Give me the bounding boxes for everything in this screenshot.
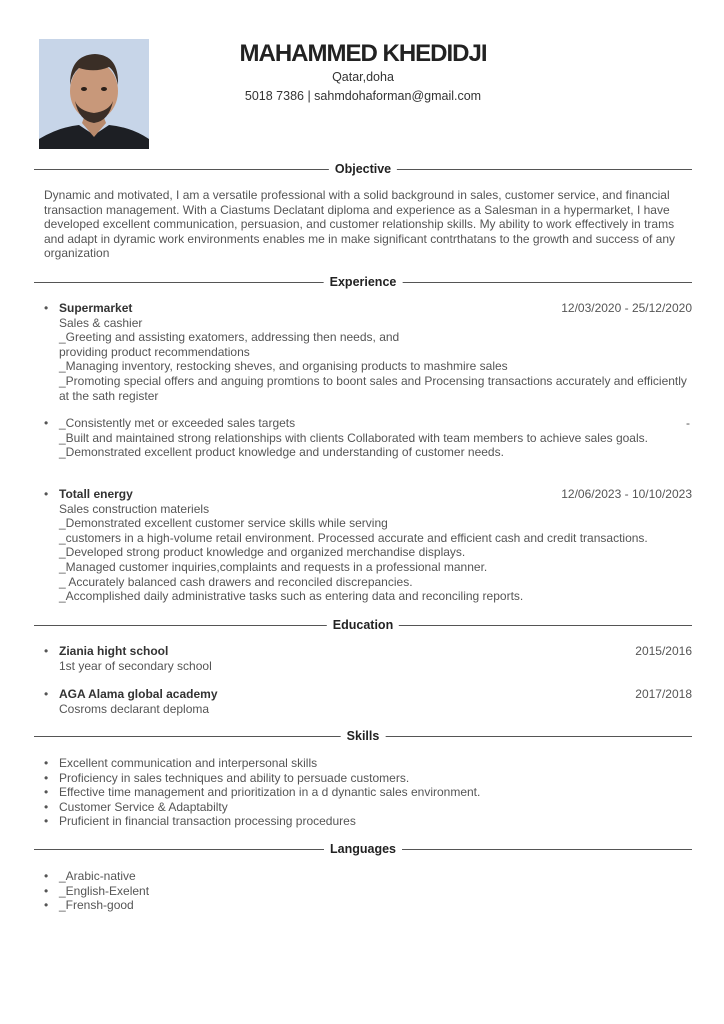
bullet-icon: •: [44, 416, 49, 430]
job-detail: _Developed strong product knowledge and organized merchandise displays.: [59, 545, 466, 560]
candidate-contact: 5018 7386 | sahmdohaforman@gmail.com: [244, 89, 482, 103]
job-detail: _Greeting and assisting exatomers, addressing then needs, and: [59, 330, 400, 345]
bullet-icon: •: [44, 487, 49, 501]
bullet-icon: •: [44, 785, 49, 800]
section-title: Languages: [324, 841, 402, 857]
job-detail: _Built and maintained strong relationships with clients Collaborated with team members to achieve sales goals.: [59, 430, 648, 445]
list-item: [44, 898, 692, 913]
job-detail: _Managing inventory, restocking sheves, and organising products to mashmire sales: [59, 359, 508, 374]
language-text: _English-Exelent: [59, 883, 150, 898]
company-name: Supermarket: [59, 301, 133, 315]
candidate-location: Qatar,doha: [332, 70, 394, 84]
school-name: AGA Alama global academy: [59, 687, 218, 701]
bullet-icon: •: [44, 756, 49, 770]
job-detail: _Managed customer inquiries,complaints and requests in a professional manner.: [59, 559, 488, 574]
list-item: [44, 884, 692, 899]
languages-section-header: [34, 841, 692, 857]
list-item: [44, 756, 692, 771]
bullet-icon: •: [44, 301, 49, 315]
section-title: Skills: [341, 728, 386, 744]
skills-list: [44, 756, 692, 829]
language-text: _Arabic-native: [59, 869, 136, 883]
experience-item: [44, 301, 692, 403]
school-detail: 1st year of secondary school: [59, 658, 212, 673]
bullet-icon: •: [44, 687, 49, 701]
skill-text: Excellent communication and interpersonal skills: [59, 756, 318, 770]
job-role: _Consistently met or exceeded sales targets: [59, 416, 296, 430]
objective-section-header: [34, 161, 692, 177]
skill-text: Customer Service & Adaptabilty: [59, 799, 228, 814]
job-detail: _Accomplished daily administrative tasks such as entering data and reconciling reports.: [59, 589, 524, 604]
bullet-icon: •: [44, 869, 49, 883]
education-section-header: [34, 617, 692, 633]
languages-list: [44, 869, 692, 913]
experience-item: [44, 416, 692, 460]
job-detail: providing product recommendations: [59, 344, 250, 359]
language-text: _Frensh-good: [59, 898, 134, 913]
school-dates: 2017/2018: [635, 687, 692, 701]
job-dates: 12/06/2023 - 10/10/2023: [561, 487, 692, 501]
company-name: Totall energy: [59, 487, 133, 501]
list-item: [44, 814, 692, 829]
job-detail: _Promoting special offers and anguing promtions to boont sales and Procensing transactions accurately and efficiently at the sath register: [59, 373, 687, 403]
skill-text: Effective time management and prioritization in a d dynantic sales environment.: [59, 785, 481, 800]
job-dates: -: [686, 416, 690, 430]
bullet-icon: •: [44, 799, 49, 814]
school-dates: 2015/2016: [635, 644, 692, 658]
bullet-icon: •: [44, 898, 49, 913]
education-item: [44, 687, 692, 716]
bullet-icon: •: [44, 814, 49, 829]
list-item: [44, 785, 692, 800]
job-detail: _customers in a high-volume retail environment. Processed accurate and efficient cash and credit transactions.: [59, 530, 648, 545]
profile-photo: [39, 39, 149, 149]
job-role: Sales & cashier: [59, 315, 143, 330]
job-dates: 12/03/2020 - 25/12/2020: [561, 301, 692, 315]
job-detail: _Demonstrated excellent customer service skills while serving: [59, 516, 388, 531]
job-detail: _Demonstrated excellent product knowledge and understanding of customer needs.: [59, 445, 504, 460]
section-title: Education: [327, 617, 399, 633]
bullet-icon: •: [44, 644, 49, 658]
bullet-icon: •: [44, 883, 49, 898]
candidate-name: MAHAMMED KHEDIDJI: [239, 40, 487, 67]
skills-section-header: [34, 728, 692, 744]
school-name: Ziania hight school: [59, 644, 169, 658]
skill-text: Pruficient in financial transaction processing procedures: [59, 814, 356, 829]
person-portrait-icon: [39, 39, 149, 149]
experience-section-header: [34, 274, 692, 290]
school-detail: Cosroms declarant deploma: [59, 701, 210, 716]
objective-text: Dynamic and motivated, I am a versatile professional with a solid background in sales, customer service, and financial transaction management. With a Ciastums Declatant diploma and experience as a Salesman in a hypermarket, I have developed excellent communication, persuasion, and customer relationship skills. My ability to work effectively in trams and adapt in dyramic work environments enables me in make significant contrthatans to the growth and success of any organization: [44, 188, 676, 261]
skill-text: Proficiency in sales techniques and ability to persuade customers.: [59, 770, 410, 785]
bullet-icon: •: [44, 770, 49, 785]
job-detail: _ Accurately balanced cash drawers and reconciled discrepancies.: [59, 574, 413, 589]
education-item: [44, 644, 692, 673]
section-title: Objective: [329, 161, 397, 177]
list-item: [44, 869, 692, 884]
list-item: [44, 771, 692, 786]
job-role: Sales construction materiels: [59, 501, 210, 516]
list-item: [44, 800, 692, 815]
section-title: Experience: [324, 274, 403, 290]
experience-item: [44, 487, 692, 604]
